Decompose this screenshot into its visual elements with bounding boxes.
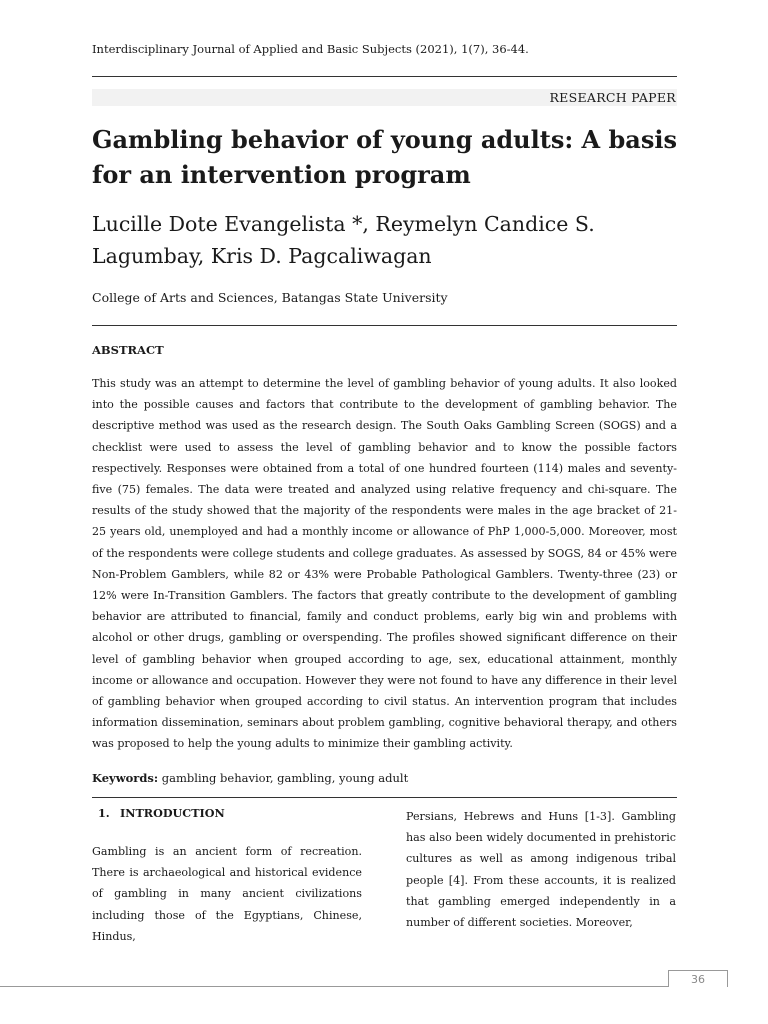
header-rule: [92, 76, 677, 77]
section-title: INTRODUCTION: [120, 806, 225, 820]
article-authors: Lucille Dote Evangelista *, Reymelyn Candice S. Lagumbay, Kris D. Pagcaliwagan: [92, 212, 595, 268]
section-number: 1.: [98, 806, 110, 820]
article-title: Gambling behavior of young adults: A basis for an intervention program: [92, 125, 677, 189]
keywords-line: [92, 771, 677, 785]
page-number: 36: [668, 970, 728, 987]
affiliation-rule: [92, 325, 677, 326]
introduction-heading: [98, 806, 362, 820]
author-affiliation: College of Arts and Sciences, Batangas State University: [92, 290, 448, 305]
journal-citation: Interdisciplinary Journal of Applied and Basic Subjects (2021), 1(7), 36-44.: [92, 42, 529, 56]
introduction-text-left: Gambling is an ancient form of recreation. There is archaeological and historical evidence of gambling in many ancient civilizations including those of the Egyptians, Chinese, Hindus,: [92, 845, 362, 943]
abstract-heading: ABSTRACT: [92, 343, 164, 357]
keywords-rule: [92, 797, 677, 798]
keywords-label: Keywords:: [92, 771, 159, 785]
footer-rule: [0, 986, 668, 987]
column-left: [92, 806, 362, 947]
introduction-text-right: Persians, Hebrews and Huns [1-3]. Gambling has also been widely documented in prehistoric cultures as well as among indigenous tribal people [4]. From these accounts, it is realized that gambling emerged independently in a number of different societies. Moreover,: [406, 810, 676, 930]
paper-type-label: RESEARCH PAPER: [549, 90, 676, 105]
keywords-text: gambling behavior, gambling, young adult: [158, 771, 409, 785]
abstract-text: This study was an attempt to determine the level of gambling behavior of young adults. It also looked into the possible causes and factors that contribute to the development of gambling behavior. The descriptive method was used as the research design. The South Oaks Gambling Screen (SOGS) and a checklist were used to assess the level of gambling behavior and to know the possible factors respectively. Responses were obtained from a total of one hundred fourteen (114) males and seventy-five (75) females. The data were treated and analyzed using relative frequency and chi-square. The results of the study showed that the majority of the respondents were males in the age bracket of 21-25 years old, unemployed and had a monthly income or allowance of PhP 1,000-5,000. Moreover, most of the respondents were college students and college graduates. As assessed by SOGS, 84 or 45% were Non-Problem Gamblers, while 82 or 43% were Probable Pathological Gamblers. Twenty-three (23) or 12% were In-Transition Gamblers. The factors that greatly contribute to the development of gambling behavior are attributed to financial, family and conduct problems, early big win and problems with alcohol or other drugs, gambling or overspending. The profiles showed significant difference on their level of gambling behavior when grouped according to age, sex, educational attainment, monthly income or allowance and occupation. However they were not found to have any difference in their level of gambling behavior when grouped according to civil status. An intervention program that includes information dissemination, seminars about problem gambling, cognitive behavioral therapy, and others was proposed to help the young adults to minimize their gambling activity.: [92, 377, 677, 751]
column-right: [406, 806, 676, 933]
